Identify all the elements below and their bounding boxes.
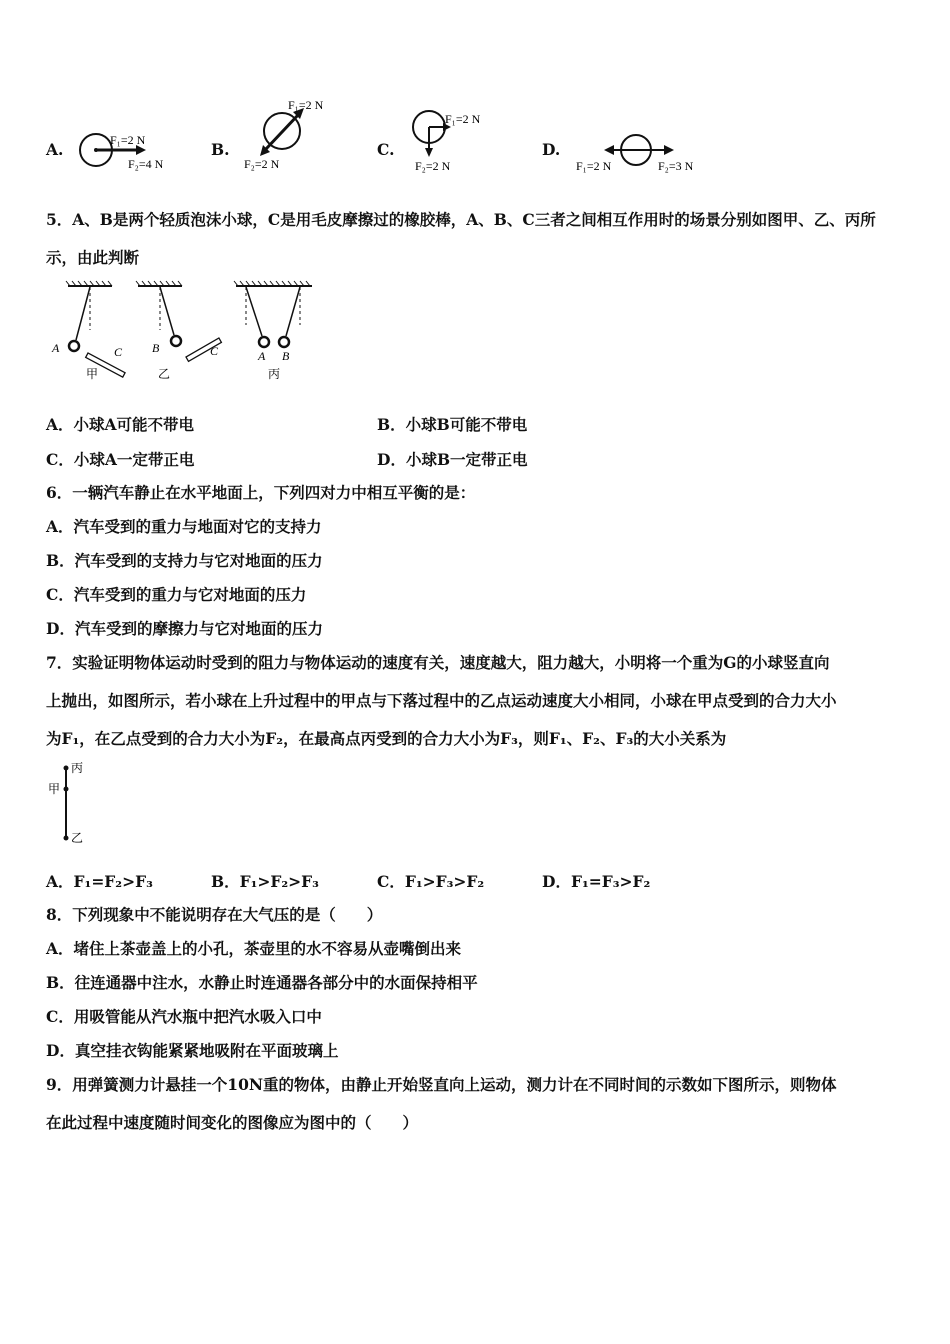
point-bing: 丙 bbox=[71, 761, 84, 775]
q7-stem-line1: 7．实验证明物体运动时受到的阻力与物体运动的速度有关，速度越大，阻力越大，小明将一个重为G的小球竖直向 bbox=[46, 653, 830, 672]
q5-stem-line2: 示，由此判断 bbox=[46, 248, 140, 267]
q4-option-c-diagram bbox=[405, 105, 515, 177]
q5-option-c: C．小球A一定带正电 bbox=[46, 450, 195, 469]
q7-stem-line2: 上抛出，如图所示，若小球在上升过程中的甲点与下落过程中的乙点运动速度大小相同，小球在甲点受到的合力大小 bbox=[46, 691, 837, 710]
q8-option-b: B．往连通器中注水，水静止时连通器各部分中的水面保持相平 bbox=[46, 973, 478, 992]
q9-stem-line2: 在此过程中速度随时间变化的图像应为图中的（ ） bbox=[46, 1113, 419, 1132]
q7-option-b: B．F₁>F₂>F₃ bbox=[211, 872, 319, 891]
q6-option-c: C．汽车受到的重力与它对地面的压力 bbox=[46, 585, 307, 604]
q4-b-f2: F₂=2 N bbox=[244, 157, 280, 171]
q6-option-b: B．汽车受到的支持力与它对地面的压力 bbox=[46, 551, 323, 570]
q7-stem-line3: 为F₁，在乙点受到的合力大小为F₂，在最高点丙受到的合力大小为F₃，则F₁、F₂、F₃的大小关系为 bbox=[46, 729, 727, 748]
arrow-left-icon bbox=[604, 145, 614, 155]
q4-c-f1: F₁=2 N bbox=[445, 112, 481, 126]
q5-option-a: A．小球A可能不带电 bbox=[46, 415, 195, 434]
figure-bing bbox=[234, 281, 312, 381]
q9-stem-line1: 9．用弹簧测力计悬挂一个10N重的物体，由静止开始竖直向上运动，测力计在不同时间的示数如下图所示，则物体 bbox=[46, 1075, 837, 1094]
q4-option-d-letter: D. bbox=[542, 140, 561, 159]
q7-option-d: D．F₁=F₃>F₂ bbox=[542, 872, 651, 891]
q4-b-f1: F₁=2 N bbox=[288, 98, 324, 112]
q4-option-b-letter: B. bbox=[211, 140, 230, 159]
figure-yi bbox=[136, 281, 221, 381]
point-jia: 甲 bbox=[48, 782, 61, 796]
q8-option-a: A．堵住上茶壶盖上的小孔，茶壶里的水不容易从壶嘴倒出来 bbox=[46, 939, 462, 958]
q4-c-f2: F₂=2 N bbox=[415, 159, 451, 173]
svg-text:A: A bbox=[258, 349, 266, 363]
q5-option-d: D．小球B一定带正电 bbox=[377, 450, 528, 469]
q5-option-b: B．小球B可能不带电 bbox=[377, 415, 528, 434]
q7-figure bbox=[46, 758, 106, 848]
svg-text:C: C bbox=[210, 344, 219, 358]
q8-option-d: D．真空挂衣钩能紧紧地吸附在平面玻璃上 bbox=[46, 1041, 339, 1060]
caption-yi: 乙 bbox=[158, 367, 171, 381]
q5-figure bbox=[46, 280, 326, 385]
q4-option-a-letter: A. bbox=[46, 140, 64, 159]
figure-jia bbox=[51, 281, 125, 381]
svg-text:C: C bbox=[114, 345, 123, 359]
q4-option-b-diagram bbox=[238, 95, 348, 177]
svg-text:B: B bbox=[282, 349, 290, 363]
q4-option-c-letter: C. bbox=[377, 140, 395, 159]
q5-stem-line1: 5．A、B是两个轻质泡沫小球，C是用毛皮摩擦过的橡胶棒，A、B、C三者之间相互作用时的场景分别如图甲、乙、丙所 bbox=[46, 210, 876, 229]
q7-option-c: C．F₁>F₃>F₂ bbox=[377, 872, 485, 891]
q4-a-f1: F₁=2 N bbox=[110, 133, 146, 147]
q6-stem: 6．一辆汽车静止在水平地面上，下列四对力中相互平衡的是： bbox=[46, 483, 476, 502]
q7-option-a: A．F₁=F₂>F₃ bbox=[46, 872, 153, 891]
svg-text:B: B bbox=[152, 341, 160, 355]
arrow-down-icon bbox=[425, 148, 433, 157]
q6-option-d: D．汽车受到的摩擦力与它对地面的压力 bbox=[46, 619, 323, 638]
q8-stem: 8．下列现象中不能说明存在大气压的是（ ） bbox=[46, 905, 383, 924]
q4-d-f2: F₂=3 N bbox=[658, 159, 694, 173]
q4-option-d-diagram bbox=[574, 128, 714, 176]
q4-d-f1: F₁=2 N bbox=[576, 159, 612, 173]
q4-option-a-diagram bbox=[72, 120, 192, 180]
q4-a-f2: F₂=4 N bbox=[128, 157, 164, 171]
caption-bing: 丙 bbox=[268, 367, 281, 381]
point-yi: 乙 bbox=[71, 831, 84, 845]
q8-option-c: C．用吸管能从汽水瓶中把汽水吸入口中 bbox=[46, 1007, 322, 1026]
q6-option-a: A．汽车受到的重力与地面对它的支持力 bbox=[46, 517, 322, 536]
caption-jia: 甲 bbox=[86, 367, 99, 381]
arrow-right-icon bbox=[664, 145, 674, 155]
svg-text:A: A bbox=[52, 341, 60, 355]
